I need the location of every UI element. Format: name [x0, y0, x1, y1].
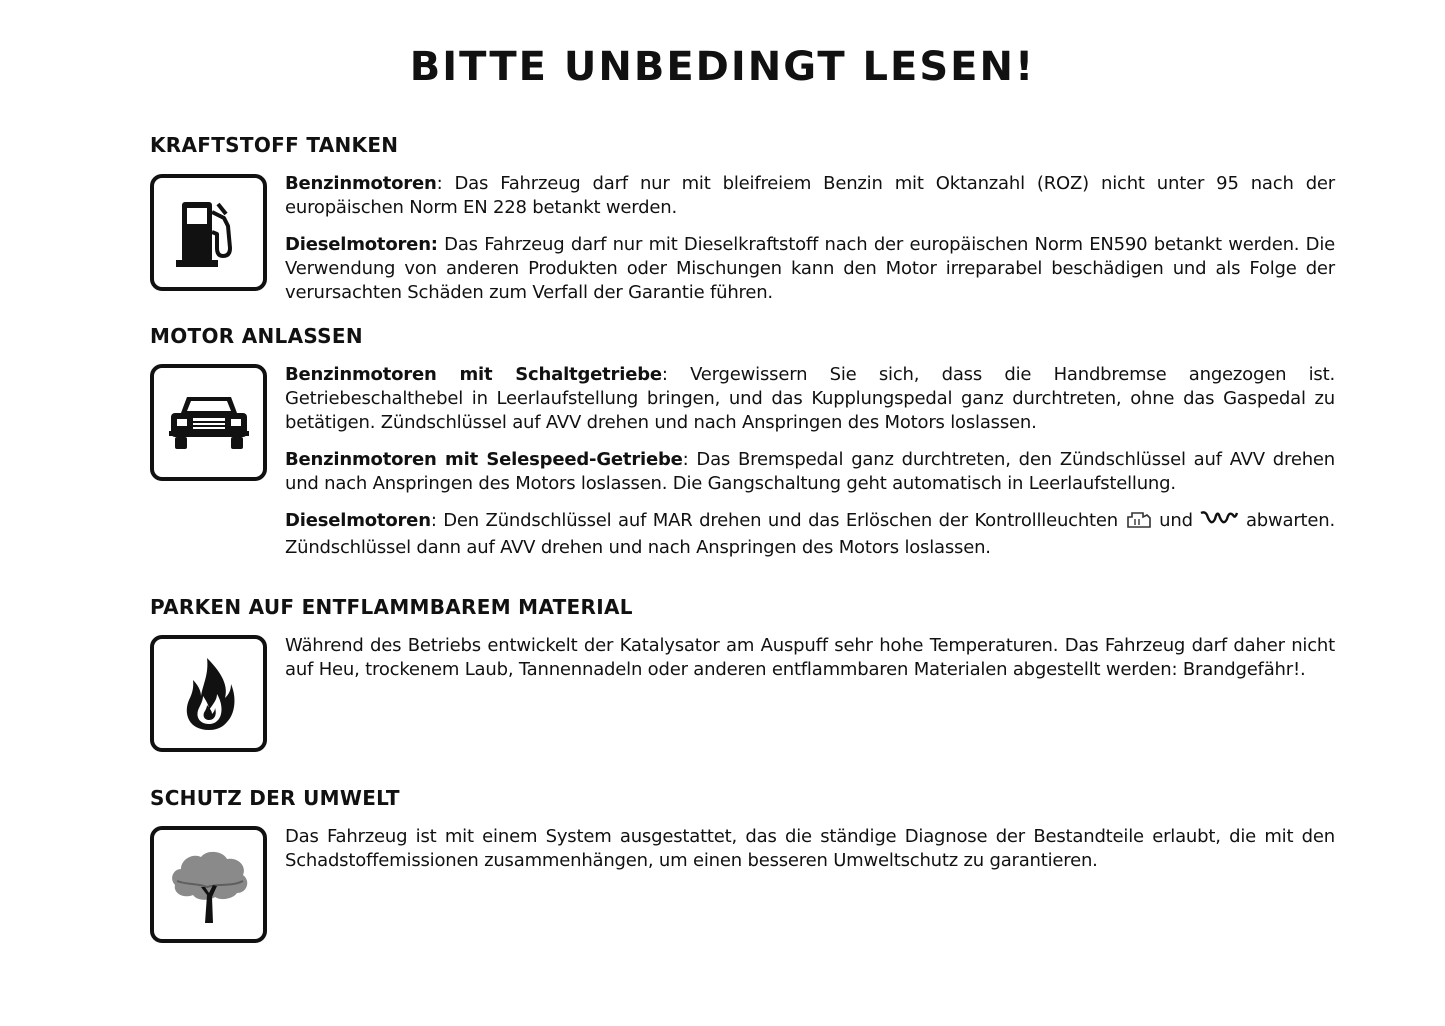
engine-diesel-paragraph: Dieselmotoren: Den Zündschlüssel auf MAR drehen und das Erlöschen der Kontrollleuchten und abwarten. Zündschlüssel dann auf AVV drehen und nach Anspringen des Motors loslassen. [285, 510, 1336, 558]
section-heading-engine-start: MOTOR ANLASSEN [150, 324, 363, 348]
fuel-pump-icon [174, 196, 244, 270]
parking-icon-box [150, 635, 267, 752]
parking-paragraph: Während des Betriebs entwickelt der Katalysator am Auspuff sehr hohe Temperaturen. Das Fahrzeug darf daher nicht auf Heu, trockenem Laub, Tannennadeln oder anderen entflammbaren Materialen abgestellt werden: Brandgefähr!. [285, 635, 1335, 680]
fuel-diesel-paragraph: Dieselmotoren: Das Fahrzeug darf nur mit Dieselkraftstoff nach der europäischen Norm EN590 betankt werden. Die Verwendung von anderen Produkten oder Mischungen kann den Motor irreparabel beschädigen und als Folge der verursachten Schäden zum Verfall der Garantie führen. [285, 234, 1335, 303]
engine-warning-icon [1125, 509, 1153, 536]
section-heading-environment: SCHUTZ DER UMWELT [150, 786, 400, 810]
glow-plug-icon [1199, 509, 1239, 536]
section-heading-parking: PARKEN AUF ENTFLAMMBAREM MATERIAL [150, 595, 633, 619]
section-heading-fuel: KRAFTSTOFF TANKEN [150, 133, 399, 157]
fuel-icon-box [150, 174, 267, 291]
engine-start-icon-box [150, 364, 267, 481]
tree-icon [167, 845, 251, 925]
environment-paragraph: Das Fahrzeug ist mit einem System ausgestattet, das die ständige Diagnose der Bestandteile erlaubt, die mit den Schadstoffemissionen zusammenhängen, um einen besseren Umweltschutz zu garantieren. [285, 826, 1335, 871]
page-title: BITTE UNBEDINGT LESEN! [409, 44, 1036, 90]
fuel-petrol-paragraph: Benzinmotoren: Das Fahrzeug darf nur mit bleifreiem Benzin mit Oktanzahl (ROZ) nicht unter 95 nach der europäischen Norm EN 228 betankt werden. [285, 173, 1335, 218]
flame-icon [179, 654, 239, 734]
engine-manual-paragraph: Benzinmotoren mit Schaltgetriebe: Vergewissern Sie sich, dass die Handbremse angezogen ist. Getriebeschalthebel in Leerlaufstellung bringen, und das Kupplungspedal ganz durchtreten, ohne das Gaspedal zu betätigen. Zündschlüssel auf AVV drehen und nach Anspringen des Motors loslassen. [285, 364, 1335, 433]
environment-icon-box [150, 826, 267, 943]
car-front-icon [167, 393, 251, 453]
engine-selespeed-paragraph: Benzinmotoren mit Selespeed-Getriebe: Das Bremspedal ganz durchtreten, den Zündschlüssel auf AVV drehen und nach Anspringen des Motors loslassen. Die Gangschaltung geht automatisch in Leerlaufstellung. [285, 449, 1335, 494]
